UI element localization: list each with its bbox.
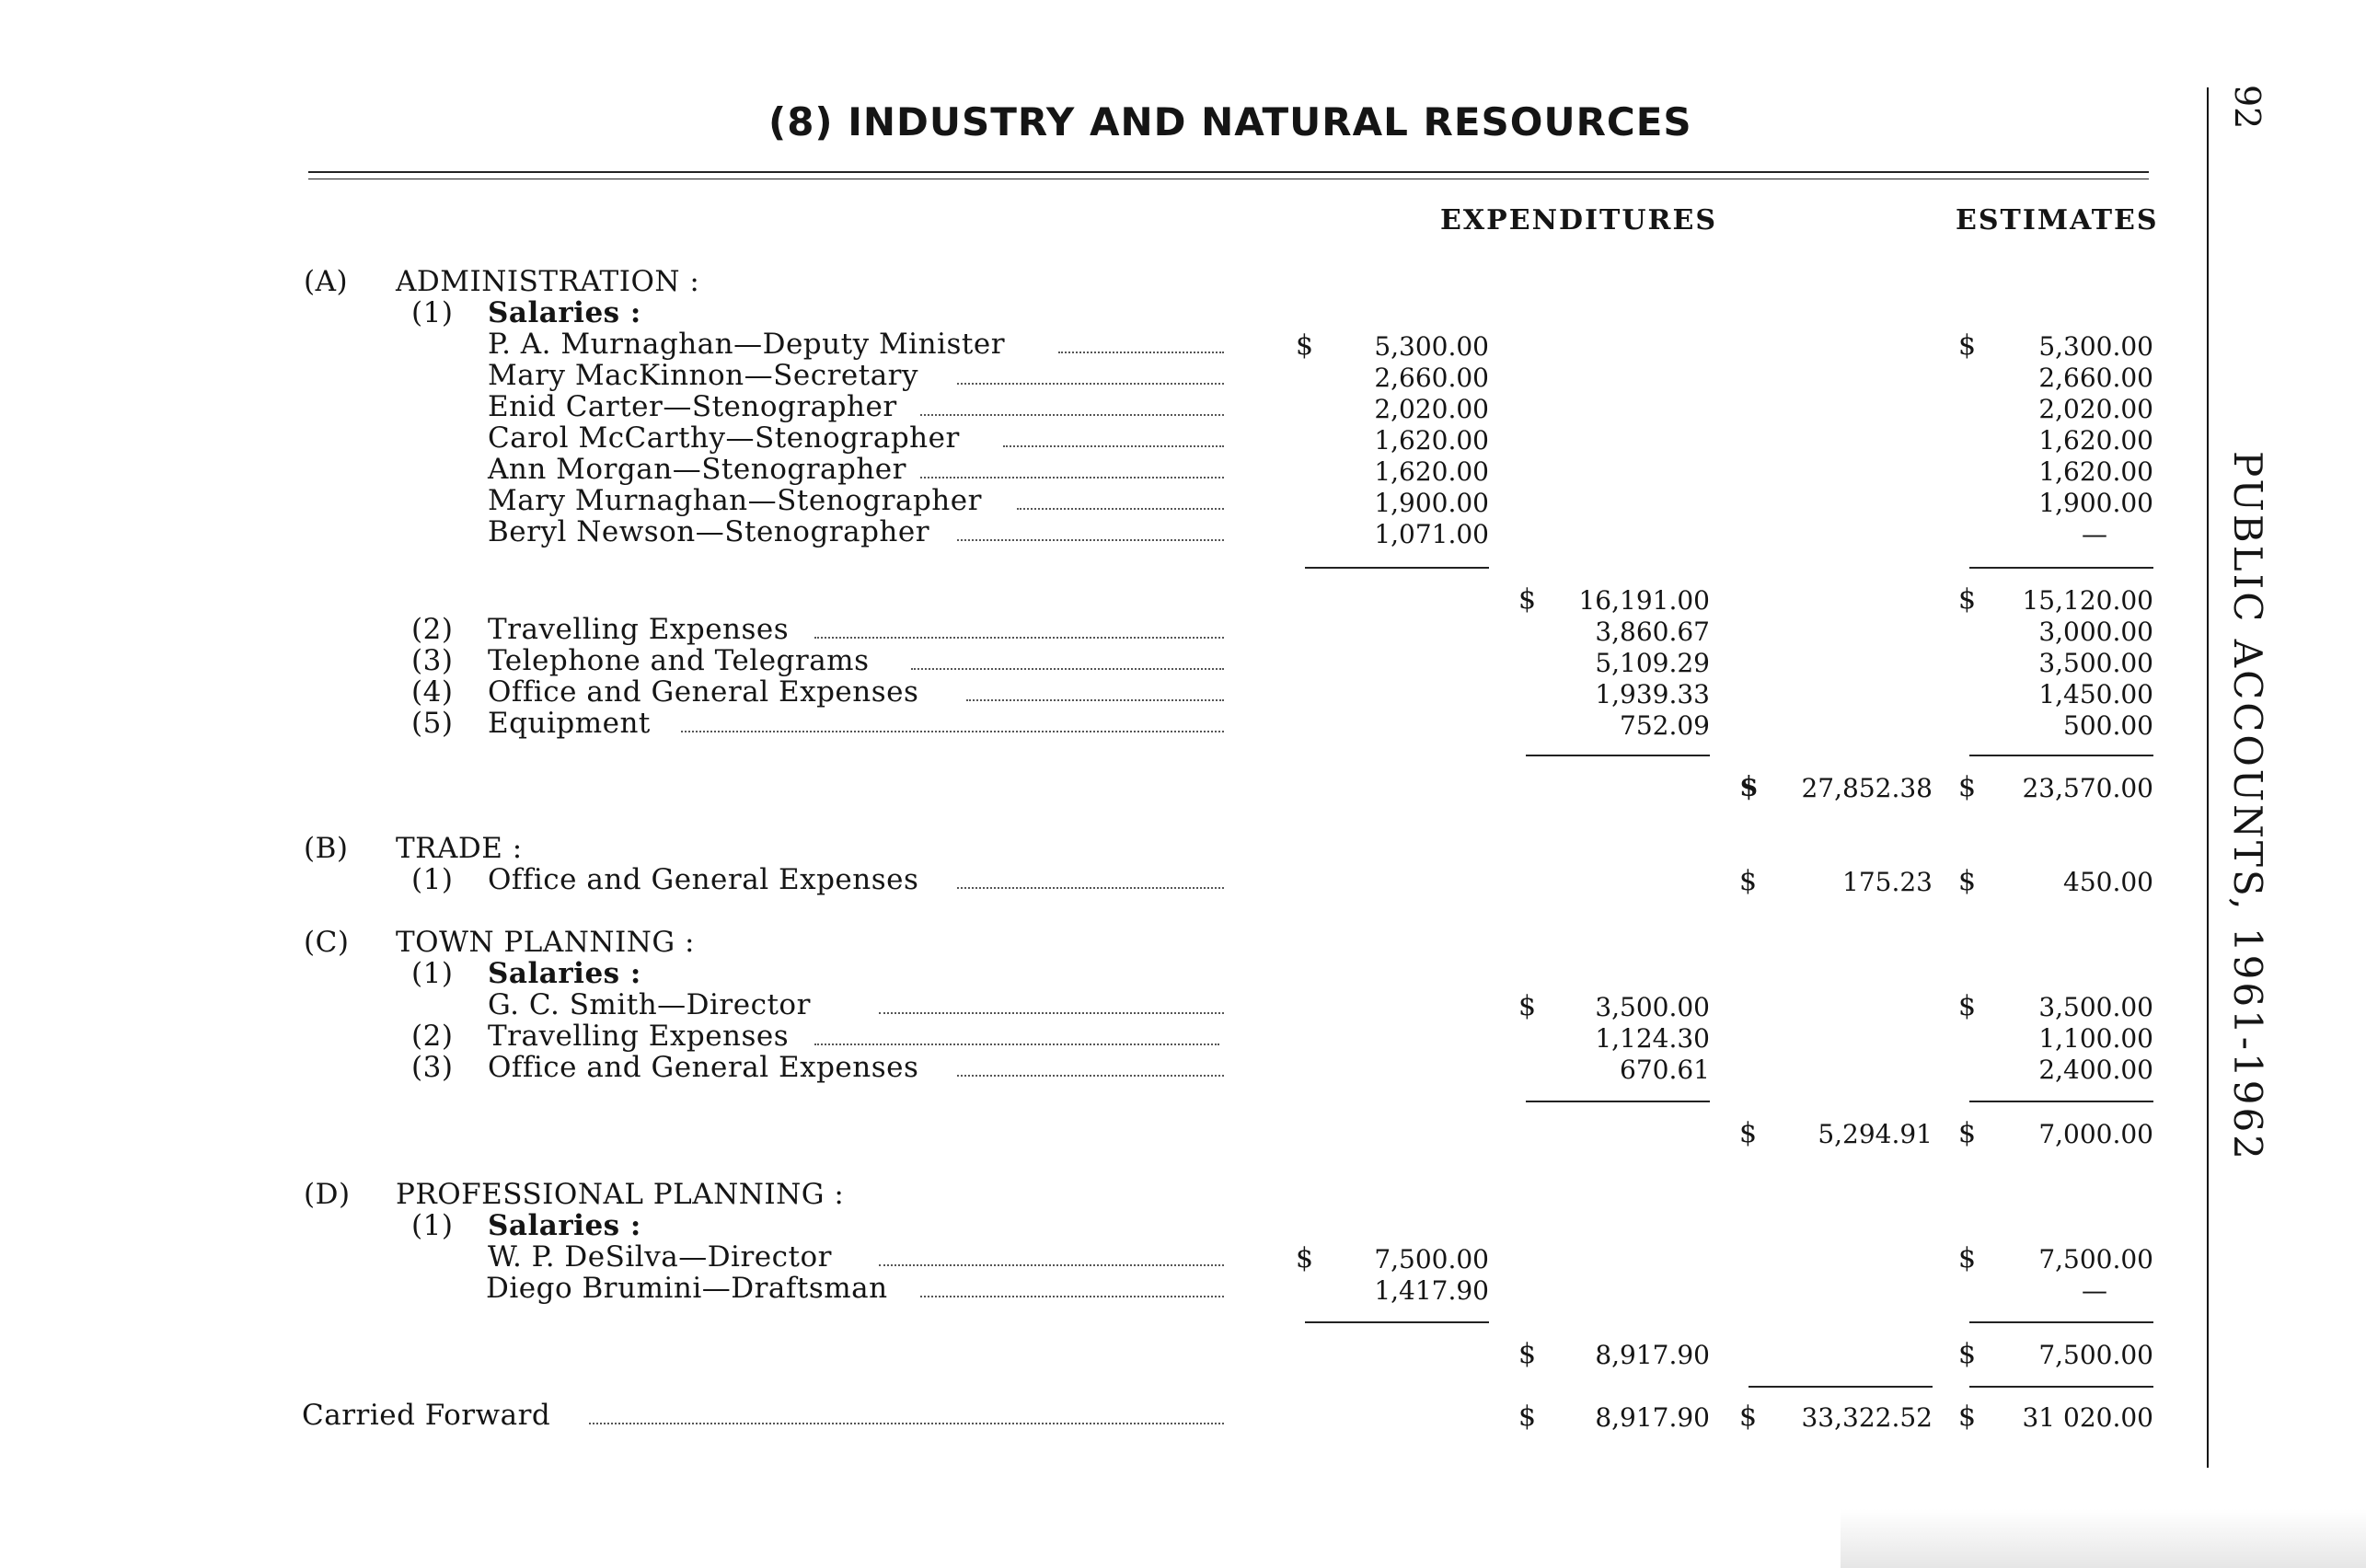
dot-leader bbox=[957, 887, 1224, 889]
dot-leader bbox=[879, 1264, 1224, 1266]
item-number: (2) bbox=[411, 1020, 454, 1053]
item-number: (2) bbox=[411, 613, 454, 646]
salary-expenditure: 1,620.00 bbox=[1374, 425, 1489, 455]
dot-leader bbox=[814, 1043, 1219, 1045]
salary-expenditure: 2,660.00 bbox=[1374, 363, 1489, 393]
dot-leader bbox=[879, 1012, 1224, 1014]
dot-leader bbox=[589, 1423, 1224, 1424]
section-d-salaries-label: Salaries : bbox=[488, 1209, 641, 1242]
section-a-salary-total-estimate: 15,120.00 bbox=[2022, 585, 2153, 616]
item-number: (3) bbox=[411, 1051, 454, 1084]
salary-expenditure: 2,020.00 bbox=[1374, 394, 1489, 424]
item-estimate: 3,500.00 bbox=[2038, 648, 2153, 678]
section-b-item-number: (1) bbox=[411, 863, 454, 896]
item-expenditure: 5,109.29 bbox=[1595, 648, 1710, 678]
dollar-sign: $ bbox=[1958, 1401, 1977, 1433]
subtotal-rule bbox=[1526, 755, 1710, 756]
row-estimate: 2,400.00 bbox=[2038, 1055, 2153, 1085]
section-a-total-expenditure: 27,852.38 bbox=[1801, 773, 1933, 803]
subtotal-rule bbox=[1969, 1101, 2153, 1102]
section-a-salary-total-expenditure: 16,191.00 bbox=[1578, 585, 1710, 616]
section-a-sub1-number: (1) bbox=[411, 296, 454, 329]
dot-leader bbox=[814, 637, 1224, 639]
dollar-sign: $ bbox=[1958, 865, 1977, 897]
salary-estimate: 2,660.00 bbox=[2038, 363, 2153, 393]
section-a-total-estimate: 23,570.00 bbox=[2022, 773, 2153, 803]
carried-forward-total-expenditure: 33,322.52 bbox=[1801, 1402, 1933, 1433]
salary-expenditure: 1,620.00 bbox=[1374, 456, 1489, 487]
carried-forward-total-estimate: 31 020.00 bbox=[2022, 1402, 2153, 1433]
section-c-total-expenditure: 5,294.91 bbox=[1818, 1119, 1933, 1149]
item-number: (5) bbox=[411, 707, 454, 740]
section-c-heading: TOWN PLANNING : bbox=[396, 926, 695, 959]
salary-name: W. P. DeSilva—Director bbox=[488, 1240, 832, 1274]
item-name: Office and General Expenses bbox=[488, 675, 919, 709]
section-b-heading: TRADE : bbox=[396, 832, 523, 865]
dollar-sign: $ bbox=[1518, 1401, 1537, 1433]
total-rule bbox=[1749, 1386, 1933, 1388]
salary-estimate: 1,620.00 bbox=[2038, 425, 2153, 455]
item-name: Telephone and Telegrams bbox=[488, 644, 870, 677]
section-c-salaries-label: Salaries : bbox=[488, 957, 641, 990]
running-header: PUBLIC ACCOUNTS, 1961-1962 bbox=[2225, 451, 2270, 1162]
salary-name: Mary Murnaghan—Stenographer bbox=[488, 484, 982, 517]
dot-leader bbox=[681, 731, 1224, 732]
dollar-sign: $ bbox=[1958, 1117, 1977, 1149]
section-a-heading: ADMINISTRATION : bbox=[396, 265, 700, 298]
salary-expenditure: 1,071.00 bbox=[1374, 519, 1489, 549]
section-b-total-estimate: 450.00 bbox=[2063, 867, 2153, 897]
salary-name: G. C. Smith—Director bbox=[488, 988, 811, 1021]
title-rule-top bbox=[308, 171, 2149, 173]
dollar-sign: $ bbox=[1958, 583, 1977, 616]
salary-estimate: 5,300.00 bbox=[2038, 331, 2153, 362]
subtotal-rule bbox=[1526, 1101, 1710, 1102]
item-expenditure: 752.09 bbox=[1620, 710, 1710, 741]
dollar-sign: $ bbox=[1518, 1338, 1537, 1370]
salary-name: Enid Carter—Stenographer bbox=[488, 390, 897, 423]
dollar-sign: $ bbox=[1958, 1338, 1977, 1370]
page-title: (8) INDUSTRY AND NATURAL RESOURCES bbox=[768, 99, 1692, 144]
salary-name: Beryl Newson—Stenographer bbox=[488, 515, 930, 548]
carried-forward-subtotal: 8,917.90 bbox=[1595, 1402, 1710, 1433]
dot-leader bbox=[957, 539, 1224, 541]
column-header-expenditures: EXPENDITURES bbox=[1440, 204, 1717, 236]
section-d-heading: PROFESSIONAL PLANNING : bbox=[396, 1178, 845, 1211]
dollar-sign: $ bbox=[1958, 990, 1977, 1022]
dot-leader bbox=[911, 668, 1224, 670]
section-c-letter: (C) bbox=[304, 926, 350, 959]
section-d-letter: (D) bbox=[304, 1178, 351, 1211]
dot-leader bbox=[920, 477, 1224, 478]
dollar-sign: $ bbox=[1739, 865, 1758, 897]
salary-expenditure: 5,300.00 bbox=[1374, 331, 1489, 362]
item-estimate: 500.00 bbox=[2063, 710, 2153, 741]
salary-name: P. A. Murnaghan—Deputy Minister bbox=[488, 328, 1006, 361]
dollar-sign: $ bbox=[1518, 990, 1537, 1022]
salary-expenditure: 1,417.90 bbox=[1374, 1275, 1489, 1306]
section-b-letter: (B) bbox=[304, 832, 349, 865]
dot-leader bbox=[1017, 508, 1224, 510]
salary-name: Diego Brumini—Draftsman bbox=[486, 1272, 888, 1305]
subtotal-rule bbox=[1305, 567, 1489, 569]
dot-leader bbox=[957, 383, 1224, 385]
salary-name: Ann Morgan—Stenographer bbox=[488, 453, 906, 486]
item-number: (4) bbox=[411, 675, 454, 709]
row-estimate: 1,100.00 bbox=[2038, 1023, 2153, 1054]
section-d-salary-total-estimate: 7,500.00 bbox=[2038, 1340, 2153, 1370]
row-estimate: 3,500.00 bbox=[2038, 992, 2153, 1022]
item-number: (3) bbox=[411, 644, 454, 677]
item-name: Office and General Expenses bbox=[488, 1051, 919, 1084]
dollar-sign: $ bbox=[1958, 329, 1977, 362]
salary-estimate: — bbox=[2082, 1275, 2107, 1306]
section-a-letter: (A) bbox=[304, 265, 349, 298]
dot-leader bbox=[966, 699, 1224, 701]
dollar-sign: $ bbox=[1518, 583, 1537, 616]
section-b-total-expenditure: 175.23 bbox=[1842, 867, 1933, 897]
salary-estimate: 7,500.00 bbox=[2038, 1244, 2153, 1274]
dot-leader bbox=[920, 1296, 1224, 1297]
section-c-sub1-number: (1) bbox=[411, 957, 454, 990]
item-expenditure: 3,860.67 bbox=[1595, 617, 1710, 647]
dollar-sign: $ bbox=[1739, 1117, 1758, 1149]
salary-estimate: 2,020.00 bbox=[2038, 394, 2153, 424]
salary-name: Mary MacKinnon—Secretary bbox=[488, 359, 919, 392]
salary-expenditure: 1,900.00 bbox=[1374, 488, 1489, 518]
carried-forward-label: Carried Forward bbox=[302, 1399, 551, 1432]
dot-leader bbox=[957, 1075, 1224, 1077]
scan-shadow bbox=[1841, 1509, 2366, 1568]
salary-estimate: — bbox=[2082, 519, 2107, 549]
item-name: Travelling Expenses bbox=[488, 1020, 790, 1053]
dollar-sign: $ bbox=[1296, 1242, 1314, 1274]
total-rule bbox=[1969, 1386, 2153, 1388]
subtotal-rule bbox=[1305, 1321, 1489, 1323]
column-header-estimates: ESTIMATES bbox=[1956, 204, 2159, 236]
row-expenditure: 670.61 bbox=[1620, 1055, 1710, 1085]
item-name: Travelling Expenses bbox=[488, 613, 790, 646]
item-estimate: 3,000.00 bbox=[2038, 617, 2153, 647]
dollar-sign: $ bbox=[1739, 771, 1759, 803]
dot-leader bbox=[920, 414, 1224, 416]
dollar-sign: $ bbox=[1296, 329, 1314, 362]
salary-estimate: 1,620.00 bbox=[2038, 456, 2153, 487]
salary-expenditure: 7,500.00 bbox=[1374, 1244, 1489, 1274]
dollar-sign: $ bbox=[1739, 1401, 1758, 1433]
dot-leader bbox=[1058, 352, 1224, 353]
section-a-salaries-label: Salaries : bbox=[488, 296, 641, 329]
row-expenditure: 1,124.30 bbox=[1595, 1023, 1710, 1054]
dot-leader bbox=[1003, 445, 1224, 447]
section-c-total-estimate: 7,000.00 bbox=[2038, 1119, 2153, 1149]
dollar-sign: $ bbox=[1958, 771, 1977, 803]
salary-estimate: 1,900.00 bbox=[2038, 488, 2153, 518]
row-expenditure: 3,500.00 bbox=[1595, 992, 1710, 1022]
section-d-salary-total-expenditure: 8,917.90 bbox=[1595, 1340, 1710, 1370]
page-edge-rule bbox=[2207, 87, 2209, 1468]
subtotal-rule bbox=[1969, 567, 2153, 569]
section-d-sub1-number: (1) bbox=[411, 1209, 454, 1242]
item-estimate: 1,450.00 bbox=[2038, 679, 2153, 709]
page-number: 92 bbox=[2227, 85, 2268, 130]
subtotal-rule bbox=[1969, 1321, 2153, 1323]
item-name: Equipment bbox=[488, 707, 651, 740]
dollar-sign: $ bbox=[1958, 1242, 1977, 1274]
subtotal-rule bbox=[1969, 755, 2153, 756]
item-expenditure: 1,939.33 bbox=[1595, 679, 1710, 709]
salary-name: Carol McCarthy—Stenographer bbox=[488, 421, 960, 455]
section-b-item-name: Office and General Expenses bbox=[488, 863, 919, 896]
